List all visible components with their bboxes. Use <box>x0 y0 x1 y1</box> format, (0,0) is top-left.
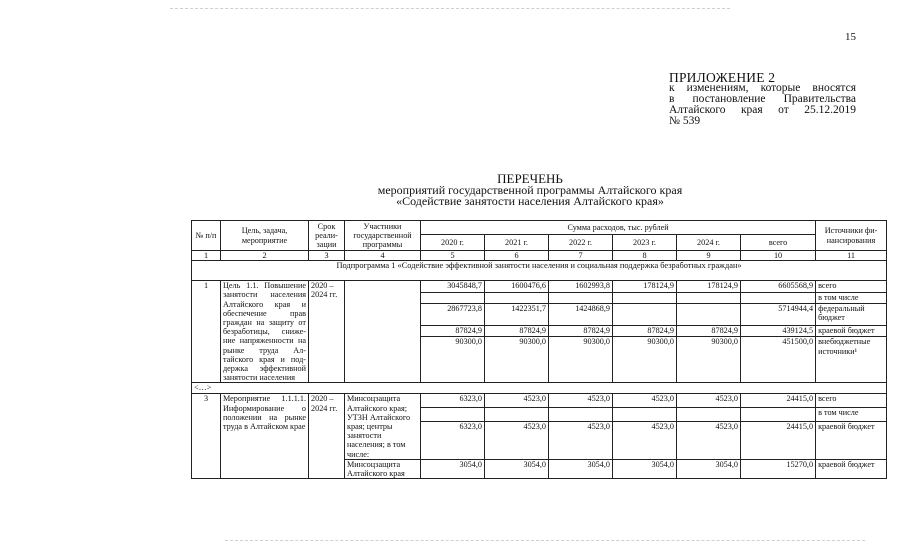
amount-cell: 3054,0 <box>549 459 613 478</box>
header-year: 2020 г. <box>421 235 485 251</box>
header-year: 2022 г. <box>549 235 613 251</box>
appendix-line: № 539 <box>669 115 701 127</box>
amount-cell: 2867723,8 <box>421 304 485 326</box>
omission-marker: <…> <box>192 383 887 394</box>
amount-cell: 6323,0 <box>421 421 485 459</box>
amount-cell <box>677 408 741 422</box>
amount-total <box>741 408 816 422</box>
column-number: 4 <box>345 251 421 261</box>
amount-cell <box>613 292 677 303</box>
amount-cell: 4523,0 <box>677 394 741 408</box>
header-num: № п/п <box>192 221 221 251</box>
amount-cell: 4523,0 <box>549 421 613 459</box>
amount-cell: 87824,9 <box>549 325 613 336</box>
page-number: 15 <box>845 31 856 43</box>
amount-cell <box>485 408 549 422</box>
row-number: 1 <box>192 281 221 383</box>
amount-total: 24415,0 <box>741 394 816 408</box>
amount-total: 439124,5 <box>741 325 816 336</box>
funding-source: всего <box>816 394 887 408</box>
row-goal: Мероприятие 1.1.1.1. Информирование о положении на рынке труда в Алтайском крае <box>221 394 309 479</box>
amount-cell: 1422351,7 <box>485 304 549 326</box>
amount-cell: 90300,0 <box>421 337 485 383</box>
row-term: 2020 – 2024 гг. <box>309 394 345 479</box>
amount-total <box>741 292 816 303</box>
appendix-block <box>669 72 856 127</box>
scan-artifact-top <box>170 8 730 9</box>
document-subtitle: мероприятий государственной программы Алтайского края <box>377 182 683 197</box>
header-sum: Сумма расходов, тыс. рублей <box>421 221 816 235</box>
amount-total: 15270,0 <box>741 459 816 478</box>
amount-cell: 90300,0 <box>549 337 613 383</box>
column-number: 2 <box>221 251 309 261</box>
amount-cell: 3054,0 <box>613 459 677 478</box>
funding-source: федеральный бюджет <box>816 304 887 326</box>
row-number: 3 <box>192 394 221 479</box>
amount-cell: 1424868,9 <box>549 304 613 326</box>
amount-cell: 3045848,7 <box>421 281 485 292</box>
amount-cell: 1600476,6 <box>485 281 549 292</box>
funding-source: краевой бюджет <box>816 325 887 336</box>
amount-cell: 87824,9 <box>613 325 677 336</box>
funding-source: внебюджетные источники¹ <box>816 337 887 383</box>
header-year: 2023 г. <box>613 235 677 251</box>
amount-cell: 4523,0 <box>613 394 677 408</box>
amount-cell <box>677 292 741 303</box>
amount-cell: 87824,9 <box>485 325 549 336</box>
header-year: 2024 г. <box>677 235 741 251</box>
amount-cell <box>613 304 677 326</box>
amount-cell: 4523,0 <box>485 394 549 408</box>
header-total: всего <box>741 235 816 251</box>
expenses-table <box>191 220 887 479</box>
amount-total: 24415,0 <box>741 421 816 459</box>
amount-cell <box>613 408 677 422</box>
row-participants <box>345 281 421 383</box>
document-heading: ПЕРЕЧЕНЬ <box>497 171 563 186</box>
amount-cell: 1602993,8 <box>549 281 613 292</box>
amount-cell <box>549 408 613 422</box>
amount-cell: 4523,0 <box>485 421 549 459</box>
amount-cell: 90300,0 <box>613 337 677 383</box>
amount-cell <box>549 292 613 303</box>
column-number: 6 <box>485 251 549 261</box>
row-participants: Минсоцзащита Алтайского края <box>345 459 421 478</box>
column-number: 8 <box>613 251 677 261</box>
appendix-title: ПРИЛОЖЕНИЕ 2 <box>669 70 776 85</box>
row-goal: Цель 1.1. Повышение занятости населения Алтайского края и обеспечение прав граждан на защиту от безработицы, сниже-ние напряженности на рынке труда Ал-тайского края и под-держка эффективной занятости населения <box>221 281 309 383</box>
appendix-line: Алтайского края от 25.12.2019 <box>669 104 856 116</box>
header-sources: Источники фи-нансирования <box>816 221 887 251</box>
amount-cell: 3054,0 <box>421 459 485 478</box>
funding-source: всего <box>816 281 887 292</box>
amount-cell <box>421 292 485 303</box>
amount-cell: 4523,0 <box>549 394 613 408</box>
column-number: 3 <box>309 251 345 261</box>
column-number: 11 <box>816 251 887 261</box>
amount-cell: 90300,0 <box>485 337 549 383</box>
column-number: 10 <box>741 251 816 261</box>
amount-cell: 178124,9 <box>613 281 677 292</box>
table-row <box>192 394 887 408</box>
column-number: 7 <box>549 251 613 261</box>
table-row <box>192 281 887 292</box>
appendix-line: в постановление Правительства <box>669 93 856 105</box>
column-number: 1 <box>192 251 221 261</box>
row-participants: Минсоцзащита Алтайского края; УТЗН Алтайского края; центры занятости населения; в том числе: <box>345 394 421 459</box>
row-term: 2020 – 2024 гг. <box>309 281 345 383</box>
amount-cell: 178124,9 <box>677 281 741 292</box>
amount-total: 451500,0 <box>741 337 816 383</box>
document-title <box>300 173 760 208</box>
appendix-line: к изменениям, которые вносятся <box>669 82 856 94</box>
header-term: Срок реали-зации <box>309 221 345 251</box>
document-subtitle: «Содействие занятости населения Алтайского края» <box>396 194 664 208</box>
amount-cell <box>421 408 485 422</box>
amount-cell <box>677 304 741 326</box>
amount-total: 5714944,4 <box>741 304 816 326</box>
amount-total: 6605568,9 <box>741 281 816 292</box>
funding-source: краевой бюджет <box>816 459 887 478</box>
column-numbers-row <box>192 251 887 261</box>
amount-cell: 3054,0 <box>485 459 549 478</box>
header-goal: Цель, задача, мероприятие <box>221 221 309 251</box>
amount-cell: 4523,0 <box>677 421 741 459</box>
amount-cell: 90300,0 <box>677 337 741 383</box>
amount-cell: 4523,0 <box>613 421 677 459</box>
funding-source: в том числе <box>816 408 887 422</box>
subprogram-title: Подпрограмма 1 «Содействие эффективной занятости населения и социальная поддержка безработных граждан» <box>192 261 887 281</box>
header-participants: Участники государственной программы <box>345 221 421 251</box>
header-year: 2021 г. <box>485 235 549 251</box>
column-number: 9 <box>677 251 741 261</box>
funding-source: в том числе <box>816 292 887 303</box>
amount-cell: 3054,0 <box>677 459 741 478</box>
amount-cell: 87824,9 <box>421 325 485 336</box>
funding-source: краевой бюджет <box>816 421 887 459</box>
amount-cell <box>485 292 549 303</box>
scan-artifact-bottom <box>225 540 865 541</box>
column-number: 5 <box>421 251 485 261</box>
amount-cell: 87824,9 <box>677 325 741 336</box>
amount-cell: 6323,0 <box>421 394 485 408</box>
